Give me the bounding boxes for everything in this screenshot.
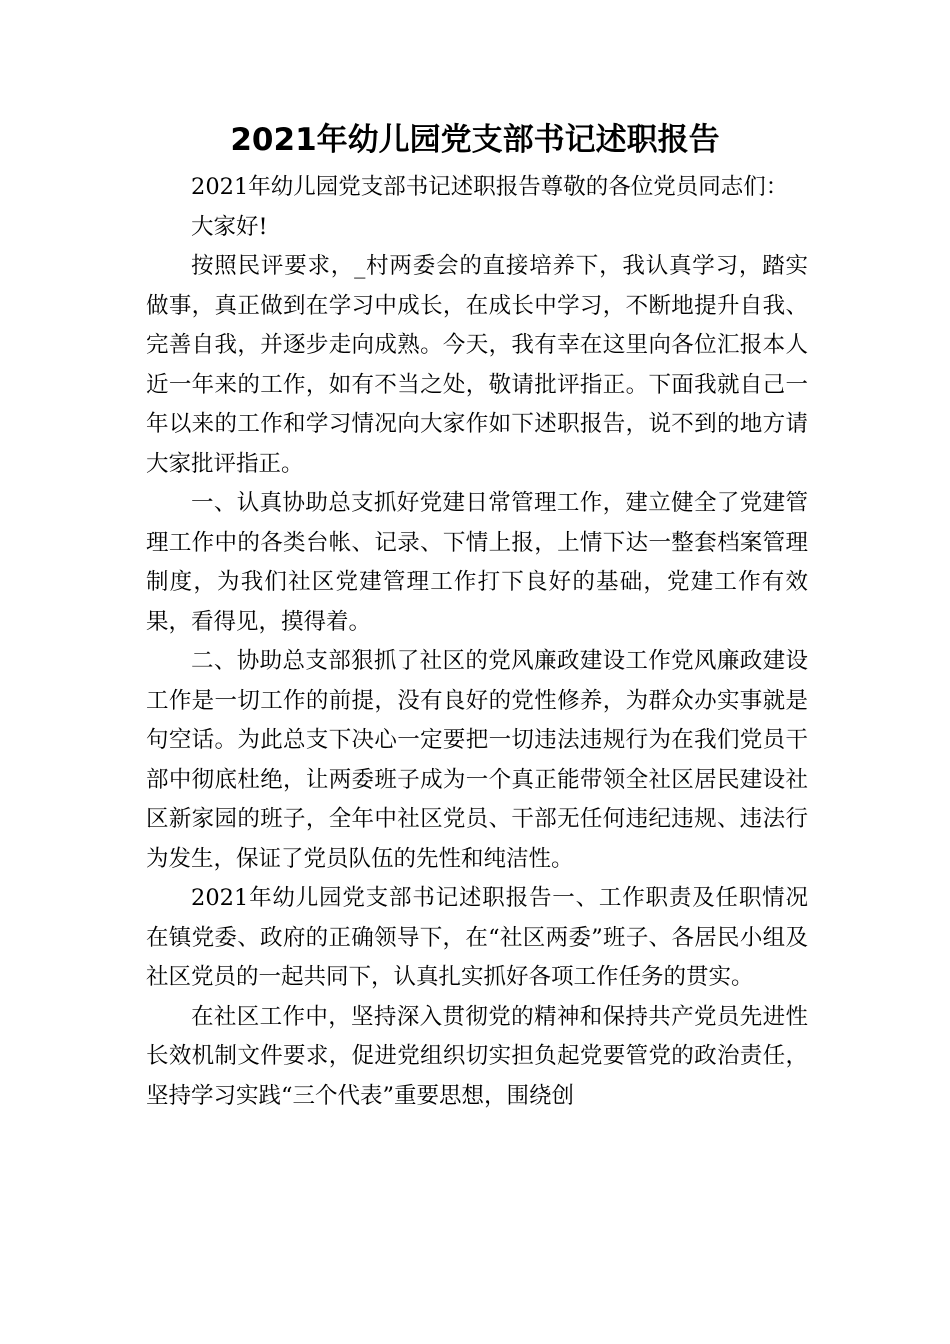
document-title: 2021年幼儿园党支部书记述职报告 <box>230 122 720 158</box>
paragraph-greeting: 大家好! <box>191 213 268 240</box>
paragraph-introduction: 按照民评要求，_村两委会的直接培养下，我认真学习，踏实做事，真正做到在学习中成长，在成长中学习，不断地提升自我、完善自我，并逐步走向成熟。今天，我有幸在这里向各位汇报本人近一年来的工作，如有不当之处，敬请批评指正。下面我就自己一年以来的工作和学习情况向大家作如下述职报告，说不到的地方请大家批评指正。 <box>146 253 808 477</box>
document-body <box>146 168 808 1116</box>
paragraph-duties: 2021年幼儿园党支部书记述职报告一、工作职责及任职情况在镇党委、政府的正确领导下，在“社区两委”班子、各居民小组及社区党员的一起共同下，认真扎实抓好各项工作任务的贯实。 <box>146 885 808 990</box>
paragraph-section-two: 二、协助总支部狠抓了社区的党风廉政建设工作党风廉政建设工作是一切工作的前提，没有良好的党性修养，为群众办实事就是句空话。为此总支下决心一定要把一切违法违规行为在我们党员干部中彻底杜绝，让两委班子成为一个真正能带领全社区居民建设社区新家园的班子，全年中社区党员、干部无任何违纪违规、违法行为发生，保证了党员队伍的先性和纯洁性。 <box>146 648 808 872</box>
paragraph-community-work: 在社区工作中，坚持深入贯彻党的精神和保持共产党员先进性长效机制文件要求，促进党组织切实担负起党要管党的政治责任，坚持学习实践“三个代表”重要思想，围绕创 <box>146 1003 808 1109</box>
paragraph-salutation: 2021年幼儿园党支部书记述职报告尊敬的各位党员同志们： <box>191 174 789 200</box>
paragraph-section-one: 一、认真协助总支抓好党建日常管理工作，建立健全了党建管理工作中的各类台帐、记录、下情上报，上情下达一整套档案管理制度，为我们社区党建管理工作打下良好的基础，党建工作有效果，看得见，摸得着。 <box>146 490 808 635</box>
